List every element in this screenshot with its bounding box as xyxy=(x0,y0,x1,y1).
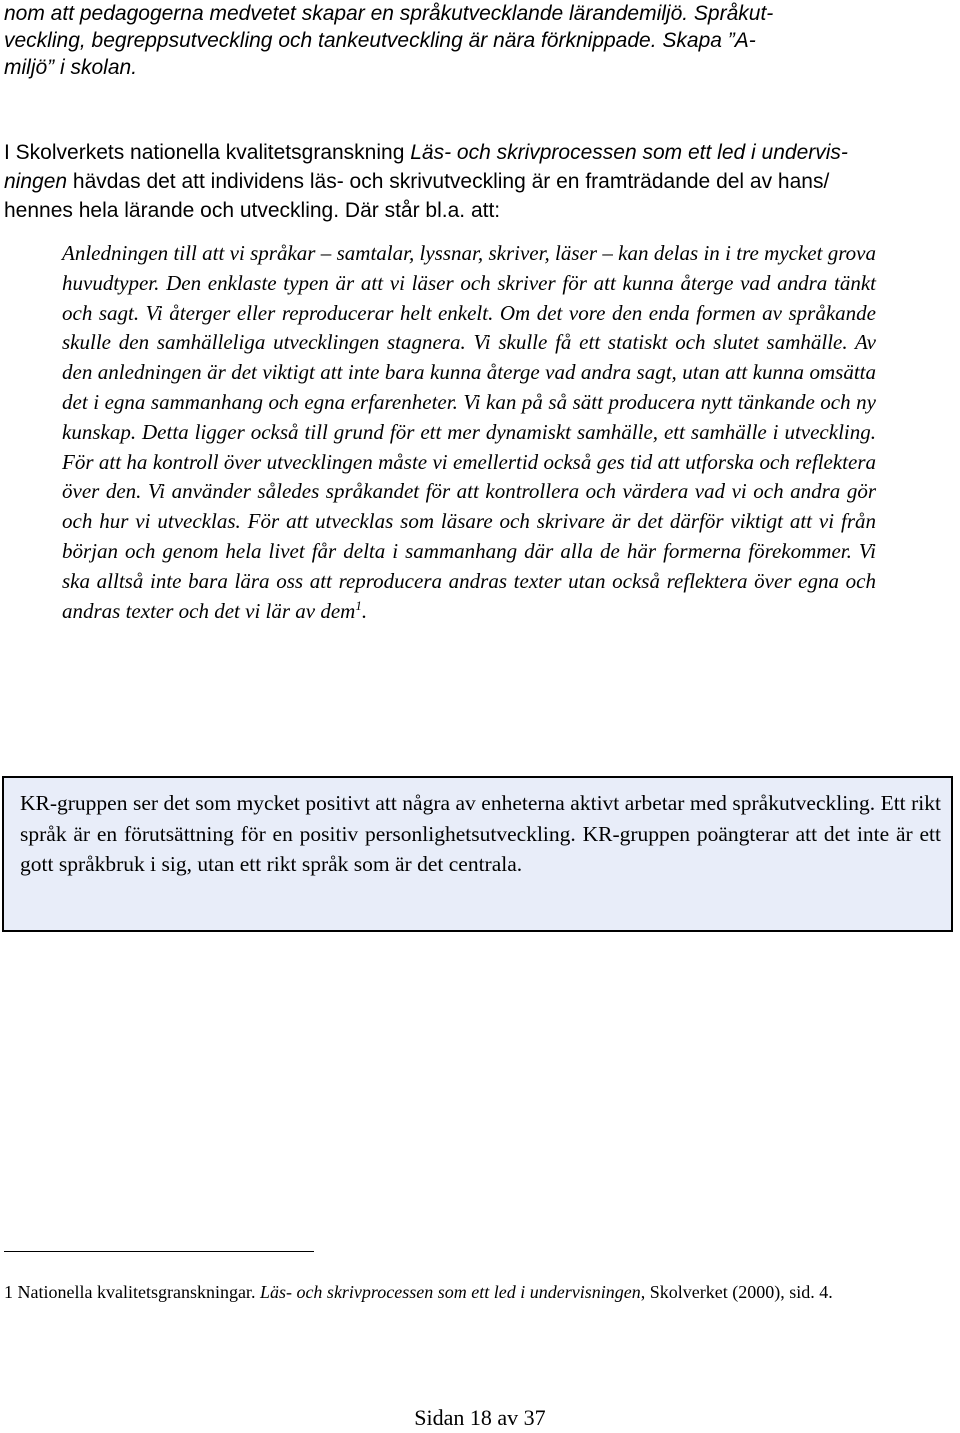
page-number: Sidan 18 av 37 xyxy=(414,1405,546,1430)
body-paragraph xyxy=(4,138,956,225)
body-text: hävdas det att individens läs- och skrivutveckling är en framträdande del av hans/ xyxy=(67,170,830,193)
block-quote xyxy=(62,239,876,626)
intro-line: veckling, begreppsutveckling och tankeutveckling är nära förknippade. Skapa ”A- xyxy=(4,29,756,52)
body-text: I Skolverkets nationella kvalitetsgranskning xyxy=(4,141,411,164)
intro-line: miljö” i skolan. xyxy=(4,56,138,79)
report-title: ningen xyxy=(4,170,68,193)
quote-text: Anledningen till att vi språkar – samtalar, lyssnar, skriver, läser – kan delas in i tre mycket grova huvudtyper. Den enklaste typen är att vi läser och skriver för att kunna återge vad andra tänkt och sagt. Vi återger eller reproducerar helt enkelt. Om det vore den enda formen av språkande skulle den samhälleliga utvecklingen stagnera. Vi skulle få ett statiskt och slutet samhälle. Av den anledningen är det viktigt att inte bara kunna återge vad andra sagt, utan att kunna omsätta det i egna sammanhang och egna erfarenheter. Vi kan på så sätt producera nytt tänkande och ny kunskap. Detta ligger också till grund för ett mer dynamiskt samhälle, ett samhälle i utveckling. För att ha kontroll över utvecklingen måste vi emellertid också ges tid att utforska och reflektera över den. Vi använder således språkandet för att kontrollera och värdera vad vi och andra gör och hur vi utvecklas. För att utvecklas som läsare och skrivare är det därför viktigt att vi från början och genom hela livet får delta i sammanhang där alla de här formerna förekommer. Vi ska alltså inte bara lära oss att reproducera andras texter utan också reflektera över egna och andras texter och det vi lär av dem xyxy=(62,241,876,623)
footnote-reference[interactable]: 1 xyxy=(355,597,362,613)
intro-paragraph xyxy=(4,0,884,81)
body-line xyxy=(4,167,956,196)
footnote-title: Läs- och skrivprocessen som ett led i undervisningen xyxy=(259,1282,641,1302)
footnote xyxy=(4,1279,954,1305)
quote-end: . xyxy=(361,598,368,623)
footnote-suffix: , Skolverket (2000), sid. 4. xyxy=(640,1282,833,1302)
body-line xyxy=(4,138,956,167)
body-line: hennes hela lärande och utveckling. Där står bl.a. att: xyxy=(4,199,501,222)
footnote-separator xyxy=(4,1251,314,1252)
intro-line: nom att pedagogerna medvetet skapar en språkutvecklande lärandemiljö. Språkut- xyxy=(4,2,774,25)
report-title: Läs- och skrivprocessen som ett led i undervis- xyxy=(410,141,848,164)
kr-group-box xyxy=(2,776,953,932)
footnote-prefix: 1 Nationella kvalitetsgranskningar. xyxy=(4,1282,260,1302)
kr-group-text: KR-gruppen ser det som mycket positivt att några av enheterna aktivt arbetar med språkutveckling. Ett rikt språk är en förutsättning för en positiv personlighetsutveckling. KR-gruppen poängterar att det inte är ett gott språkbruk i sig, utan ett rikt språk som är det centrala. xyxy=(20,791,941,876)
